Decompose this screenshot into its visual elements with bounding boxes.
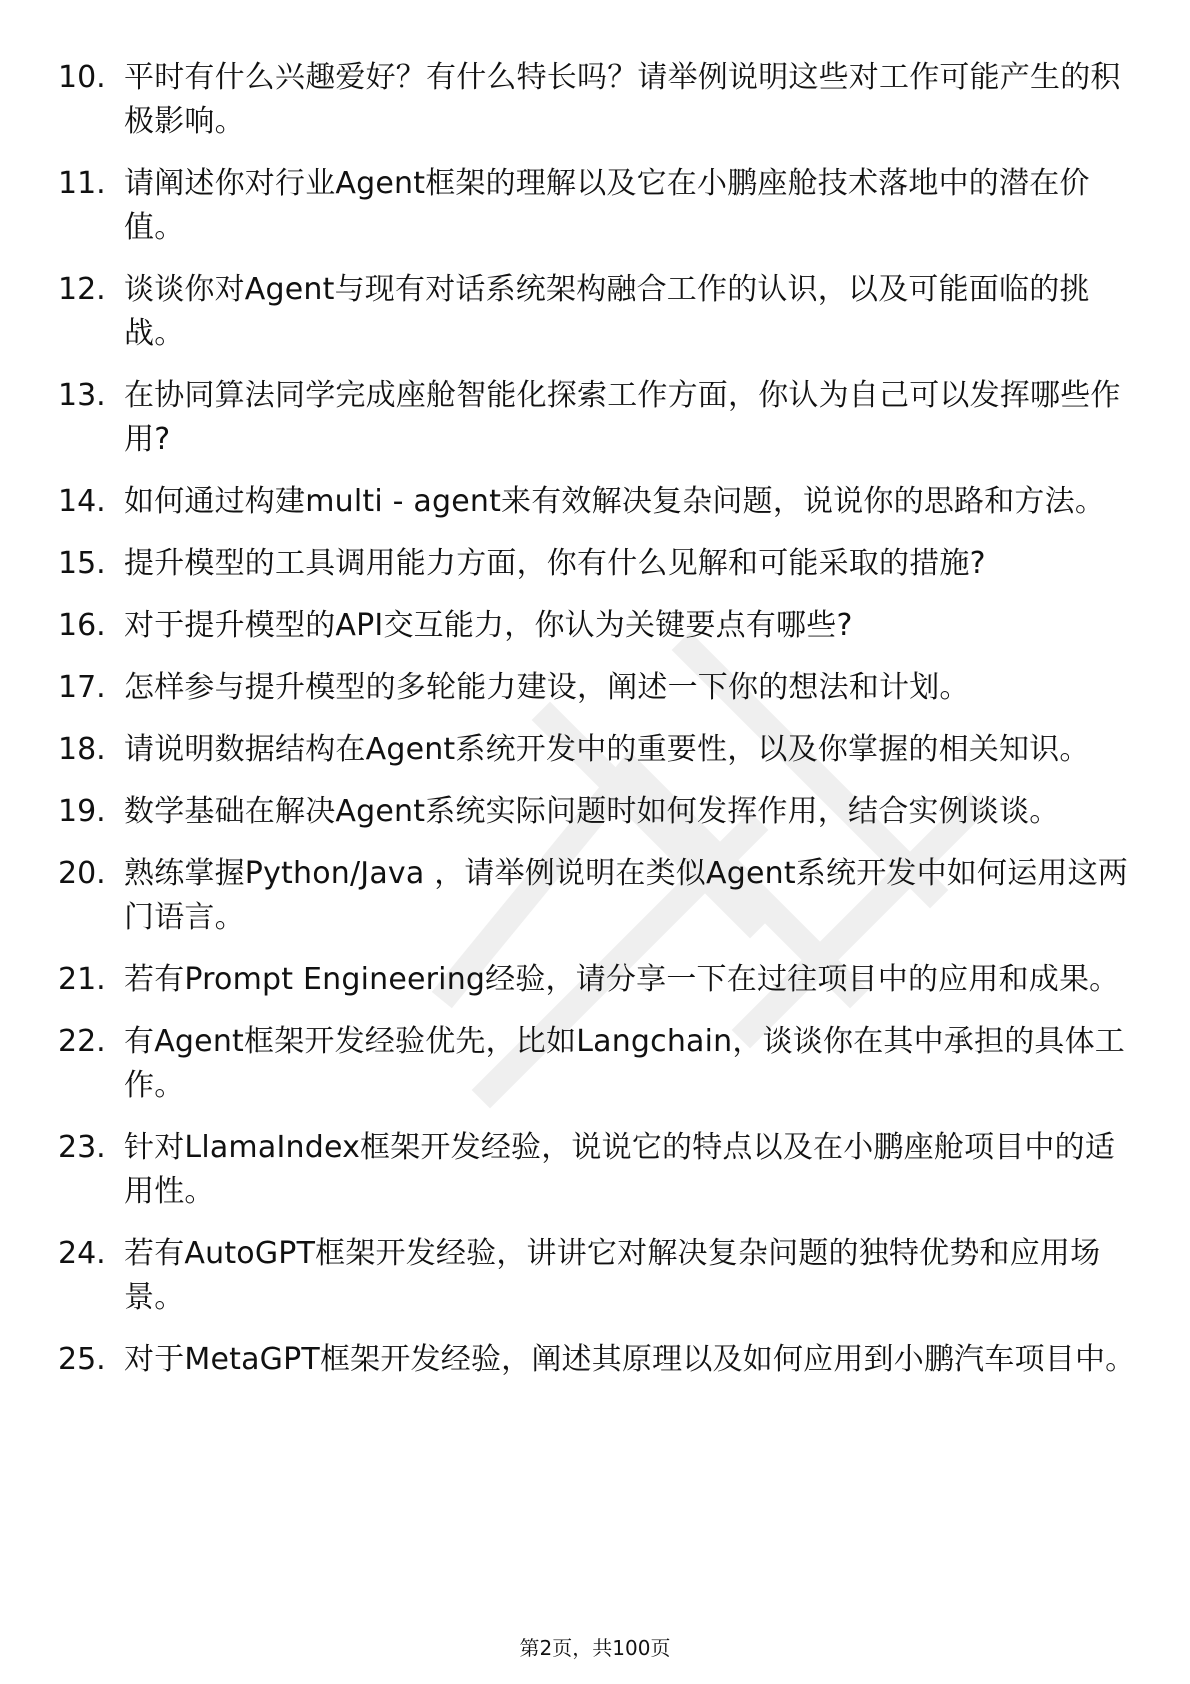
question-text: 在协同算法同学完成座舱智能化探索工作方面，你认为自己可以发挥哪些作用?	[124, 378, 1121, 457]
question-number: 19.	[58, 794, 106, 829]
question-number: 21.	[58, 962, 106, 997]
question-item	[58, 1338, 1138, 1382]
question-item	[58, 1232, 1138, 1320]
question-number: 10.	[58, 60, 106, 95]
question-text: 熟练掌握Python/Java ，请举例说明在类似Agent系统开发中如何运用这两门语言。	[124, 856, 1128, 935]
question-number: 15.	[58, 546, 106, 581]
question-item	[58, 542, 1138, 586]
question-item	[58, 852, 1138, 940]
question-item	[58, 268, 1138, 356]
question-text: 请阐述你对行业Agent框架的理解以及它在小鹏座舱技术落地中的潜在价值。	[124, 166, 1090, 245]
question-text: 针对LlamaIndex框架开发经验，说说它的特点以及在小鹏座舱项目中的适用性。	[124, 1130, 1116, 1209]
question-number: 11.	[58, 166, 106, 201]
question-number: 23.	[58, 1130, 106, 1165]
question-text: 如何通过构建multi - agent来有效解决复杂问题，说说你的思路和方法。	[124, 484, 1106, 519]
question-number: 17.	[58, 670, 106, 705]
question-number: 13.	[58, 378, 106, 413]
question-item	[58, 666, 1138, 710]
question-item	[58, 480, 1138, 524]
question-item	[58, 604, 1138, 648]
question-number: 12.	[58, 272, 106, 307]
question-text: 请说明数据结构在Agent系统开发中的重要性，以及你掌握的相关知识。	[124, 732, 1090, 767]
question-item	[58, 374, 1138, 462]
question-text: 有Agent框架开发经验优先，比如Langchain，谈谈你在其中承担的具体工作。	[124, 1024, 1125, 1103]
question-item	[58, 162, 1138, 250]
question-item	[58, 958, 1138, 1002]
question-number: 18.	[58, 732, 106, 767]
page-footer: 第2页，共100页	[519, 1636, 671, 1660]
question-text: 若有Prompt Engineering经验，请分享一下在过往项目中的应用和成果。	[124, 962, 1120, 997]
question-number: 22.	[58, 1024, 106, 1059]
question-item	[58, 56, 1138, 144]
question-number: 25.	[58, 1342, 106, 1377]
question-list	[58, 56, 1138, 1400]
question-number: 20.	[58, 856, 106, 891]
question-text: 提升模型的工具调用能力方面，你有什么见解和可能采取的措施?	[124, 546, 986, 581]
question-text: 谈谈你对Agent与现有对话系统架构融合工作的认识，以及可能面临的挑战。	[124, 272, 1090, 351]
question-text: 平时有什么兴趣爱好？有什么特长吗？请举例说明这些对工作可能产生的积极影响。	[124, 60, 1121, 139]
question-item	[58, 1126, 1138, 1214]
question-text: 若有AutoGPT框架开发经验，讲讲它对解决复杂问题的独特优势和应用场景。	[124, 1236, 1101, 1315]
question-item	[58, 728, 1138, 772]
question-item	[58, 1020, 1138, 1108]
question-text: 对于提升模型的API交互能力，你认为关键要点有哪些?	[124, 608, 853, 643]
question-text: 怎样参与提升模型的多轮能力建设，阐述一下你的想法和计划。	[124, 670, 970, 705]
question-item	[58, 790, 1138, 834]
question-number: 16.	[58, 608, 106, 643]
question-text: 数学基础在解决Agent系统实际问题时如何发挥作用，结合实例谈谈。	[124, 794, 1060, 829]
question-text: 对于MetaGPT框架开发经验，阐述其原理以及如何应用到小鹏汽车项目中。	[124, 1342, 1136, 1377]
question-number: 14.	[58, 484, 106, 519]
question-number: 24.	[58, 1236, 106, 1271]
